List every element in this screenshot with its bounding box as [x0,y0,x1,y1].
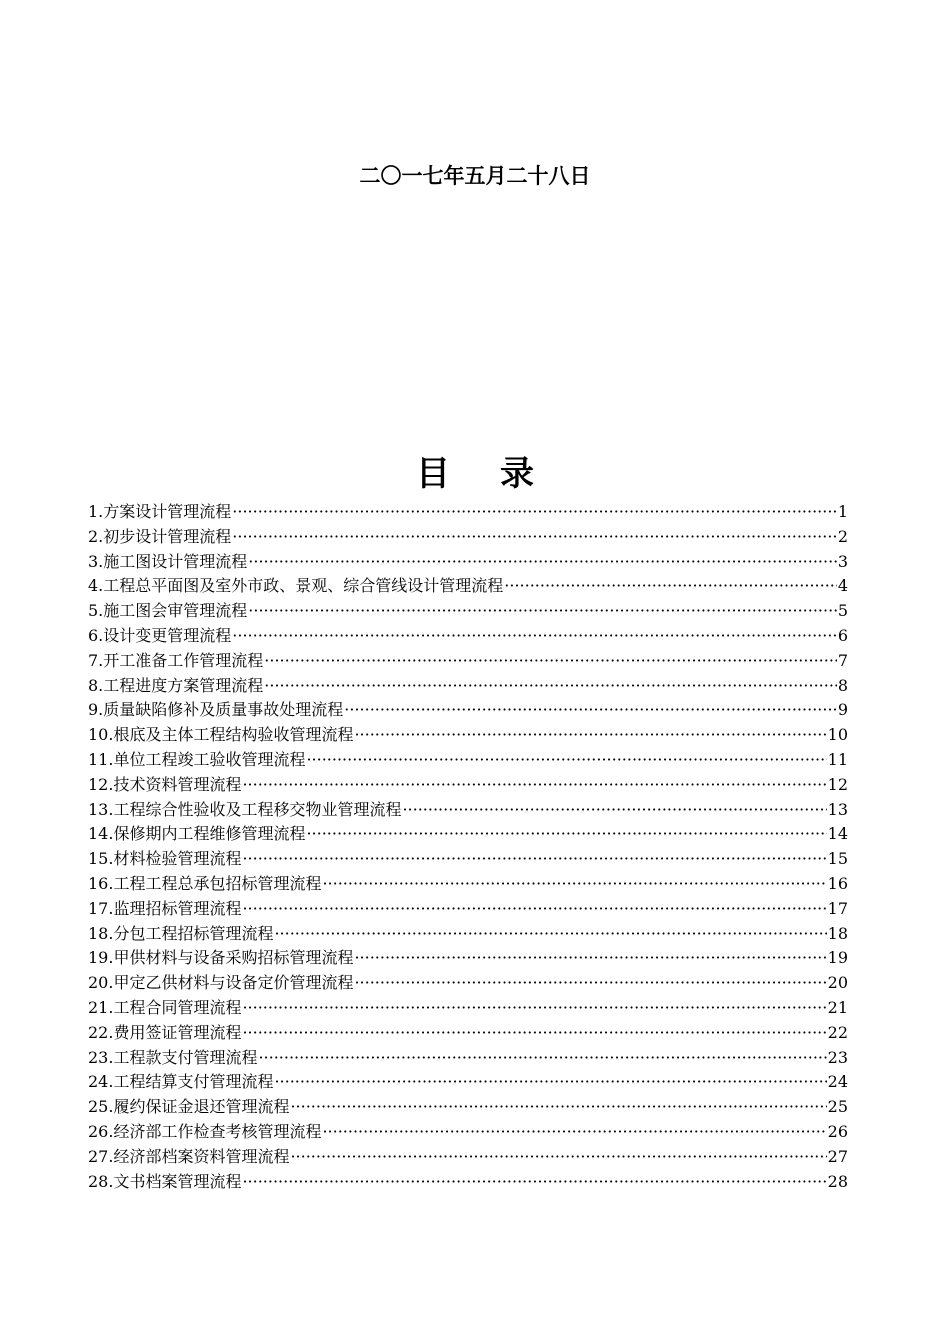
toc-entry[interactable] [88,500,848,525]
toc-entry[interactable] [88,649,848,674]
toc-dot-leader [344,698,837,723]
toc-entry[interactable] [88,798,848,823]
toc-entry-label: 24.工程结算支付管理流程 [88,1072,274,1092]
toc-entry[interactable] [88,1095,848,1120]
toc-entry-label: 3.施工图设计管理流程 [88,551,248,571]
toc-entry-label: 27.经济部档案资料管理流程 [88,1146,290,1166]
toc-dot-leader [264,674,837,699]
toc-dot-leader [504,574,837,599]
toc-dot-leader [290,1145,826,1170]
toc-entry-page-number: 24 [827,1072,848,1092]
toc-entry-page-number: 18 [827,923,848,943]
toc-entry[interactable] [88,773,848,798]
toc-entry-label: 15.材料检验管理流程 [88,849,242,869]
toc-entry[interactable] [88,1046,848,1071]
toc-entry-page-number: 14 [827,824,848,844]
toc-entry[interactable] [88,574,848,599]
toc-entry-page-number: 16 [827,873,848,893]
toc-entry[interactable] [88,822,848,847]
toc-dot-leader [322,1120,826,1145]
toc-entry[interactable] [88,698,848,723]
toc-entry-page-number: 11 [827,749,848,769]
toc-dot-leader [248,599,837,624]
toc-entry-page-number: 9 [837,700,848,720]
toc-entry-label: 13.工程综合性验收及工程移交物业管理流程 [88,799,402,819]
toc-entry[interactable] [88,847,848,872]
toc-dot-leader [248,550,837,575]
toc-entry[interactable] [88,897,848,922]
toc-entry[interactable] [88,1070,848,1095]
toc-dot-leader [242,897,826,922]
toc-entry-page-number: 19 [827,948,848,968]
toc-entry-page-number: 15 [827,849,848,869]
toc-entry[interactable] [88,599,848,624]
toc-entry-label: 7.开工准备工作管理流程 [88,650,264,670]
toc-entry-page-number: 27 [827,1146,848,1166]
toc-entry-label: 11.单位工程竣工验收管理流程 [88,749,306,769]
toc-entry-page-number: 8 [837,675,848,695]
toc-dot-leader [242,847,826,872]
toc-entry-label: 17.监理招标管理流程 [88,898,242,918]
toc-entry-page-number: 26 [827,1121,848,1141]
toc-dot-leader [242,1170,826,1195]
toc-entry[interactable] [88,1120,848,1145]
toc-entry-page-number: 13 [827,799,848,819]
toc-entry-page-number: 12 [827,774,848,794]
toc-entry[interactable] [88,723,848,748]
toc-dot-leader [306,748,826,773]
toc-entry[interactable] [88,922,848,947]
toc-entry-page-number: 10 [827,725,848,745]
toc-dot-leader [232,500,837,525]
toc-entry-label: 1.方案设计管理流程 [88,502,232,521]
toc-entry[interactable] [88,1145,848,1170]
toc-entry[interactable] [88,946,848,971]
toc-entry-page-number: 7 [837,650,848,670]
toc-entry[interactable] [88,550,848,575]
toc-entry-page-number: 17 [827,898,848,918]
toc-entry-label: 5.施工图会审管理流程 [88,601,248,621]
toc-dot-leader [232,624,837,649]
toc-entry-page-number: 2 [837,526,848,546]
toc-entry-page-number: 20 [827,973,848,993]
toc-entry-page-number: 4 [837,576,848,596]
toc-entry-page-number: 1 [837,502,848,521]
toc-entry-label: 16.工程工程总承包招标管理流程 [88,873,322,893]
toc-dot-leader [306,822,826,847]
toc-entry-page-number: 6 [837,625,848,645]
document-date: 二〇一七年五月二十八日 [359,164,591,188]
toc-entry[interactable] [88,1170,848,1195]
toc-entry-page-number: 23 [827,1047,848,1067]
toc-dot-leader [354,723,826,748]
toc-entry-label: 20.甲定乙供材料与设备定价管理流程 [88,973,354,993]
toc-entry-label: 19.甲供材料与设备采购招标管理流程 [88,948,354,968]
toc-entry[interactable] [88,525,848,550]
toc-entry-label: 22.费用签证管理流程 [88,1022,242,1042]
toc-entry[interactable] [88,872,848,897]
toc-entry-label: 14.保修期内工程维修管理流程 [88,824,306,844]
toc-entry-label: 21.工程合同管理流程 [88,997,242,1017]
toc-dot-leader [322,872,826,897]
toc-entry-page-number: 21 [827,997,848,1017]
toc-dot-leader [232,525,837,550]
toc-entry-page-number: 25 [827,1097,848,1117]
toc-dot-leader [274,1070,826,1095]
toc-entry-label: 8.工程进度方案管理流程 [88,675,264,695]
toc-entry-label: 2.初步设计管理流程 [88,526,232,546]
toc-entry-label: 12.技术资料管理流程 [88,774,242,794]
toc-entry[interactable] [88,971,848,996]
toc-dot-leader [354,946,826,971]
toc-entry-label: 25.履约保证金退还管理流程 [88,1097,290,1117]
toc-entry-label: 18.分包工程招标管理流程 [88,923,274,943]
toc-entry-page-number: 22 [827,1022,848,1042]
toc-entry-label: 9.质量缺陷修补及质量事故处理流程 [88,700,344,720]
toc-list [88,500,848,1194]
toc-entry-label: 6.设计变更管理流程 [88,625,232,645]
toc-entry[interactable] [88,996,848,1021]
toc-entry[interactable] [88,624,848,649]
toc-entry-label: 26.经济部工作检查考核管理流程 [88,1121,322,1141]
toc-entry[interactable] [88,748,848,773]
toc-title: 目录 [416,454,584,494]
toc-dot-leader [402,798,826,823]
toc-dot-leader [354,971,826,996]
toc-entry-page-number: 5 [837,601,848,621]
toc-dot-leader [258,1046,826,1071]
toc-entry[interactable] [88,674,848,699]
toc-dot-leader [274,922,826,947]
toc-entry-label: 4.工程总平面图及室外市政、景观、综合管线设计管理流程 [88,576,504,596]
toc-dot-leader [290,1095,826,1120]
toc-dot-leader [264,649,837,674]
toc-entry-page-number: 28 [827,1171,848,1191]
toc-entry-label: 10.根底及主体工程结构验收管理流程 [88,725,354,745]
toc-dot-leader [242,773,826,798]
toc-entry-page-number: 3 [837,551,848,571]
toc-entry[interactable] [88,1021,848,1046]
toc-dot-leader [242,1021,826,1046]
toc-entry-label: 23.工程款支付管理流程 [88,1047,258,1067]
toc-entry-label: 28.文书档案管理流程 [88,1171,242,1191]
toc-dot-leader [242,996,826,1021]
